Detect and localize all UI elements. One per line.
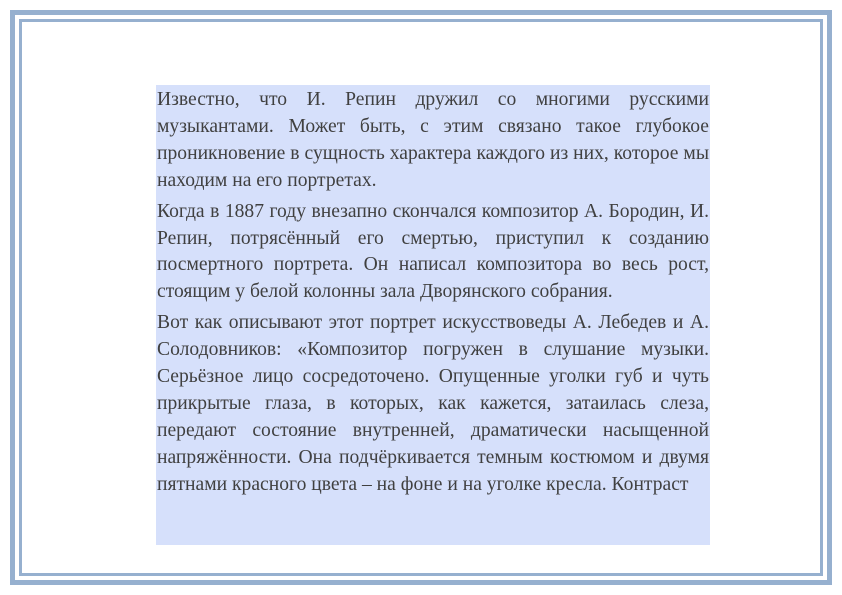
paragraph-3: Вот как описывают этот портрет искусствоведы А. Лебедев и А. Солодовников: «Композитор погружен в слушание музыки. Серьёзное лицо сосредоточено. Опущенные уголки губ и чуть прикрытые глаза, в которых, как кажется, затаилась слеза, передают состояние внутренней, драматически насыщенной напряжённости. Она подчёркивается темным костюмом и двумя пятнами красного цвета – на фоне и на уголке кресла. Контраст [157,312,709,495]
text-block [156,85,710,545]
paragraph-1: Известно, что И. Репин дружил со многими русскими музыкантами. Может быть, с этим связано такое глубокое проникновение в сущность характера каждого из них, которое мы находим на его портретах. [157,89,709,191]
paragraph-2: Когда в 1887 году внезапно скончался композитор А. Бородин, И. Репин, потрясённый его смертью, приступил к созданию посмертного портрета. Он написал композитора во весь рост, стоящим у белой колонны зала Дворянского собрания. [157,200,709,303]
